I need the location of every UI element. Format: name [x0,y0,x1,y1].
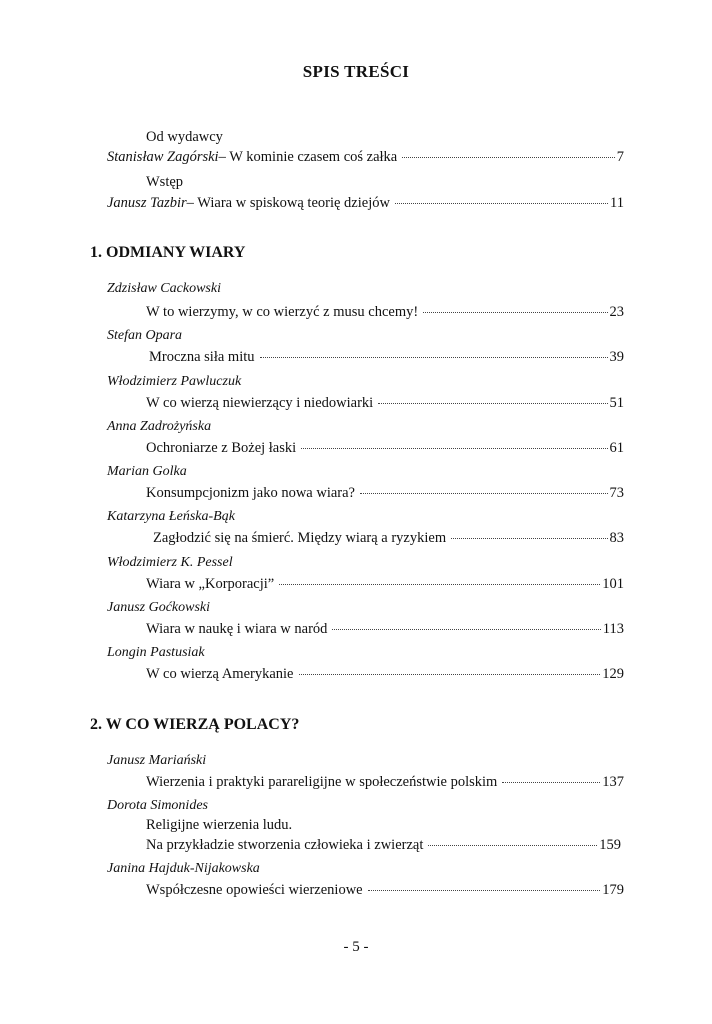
toc-entry-intro[interactable] [107,195,624,212]
toc-entry[interactable] [153,530,624,547]
toc-entry[interactable] [146,395,624,412]
leader-dots [378,403,607,404]
toc-title: Zagłodzić się na śmierć. Między wiarą a ryzykiem [153,530,447,546]
toc-author: Anna Zadrożyńska [107,419,212,434]
toc-author: Włodzimierz Pawluczuk [107,374,242,389]
toc-title: Wiara w naukę i wiara w naród [146,621,328,637]
toc-entry[interactable] [146,882,624,899]
section-heading-1: 1. ODMIANY WIARY [90,244,246,261]
toc-page: 61 [609,440,624,456]
leader-dots [428,845,597,846]
toc-title: – Wiara w spiskową teorię dziejów [186,195,390,211]
toc-title: Współczesne opowieści wierzeniowe [146,882,363,898]
toc-entry[interactable] [146,440,624,457]
leader-dots [332,629,600,630]
toc-page: 39 [609,349,624,365]
toc-author: Zdzisław Cackowski [107,281,221,296]
toc-entry[interactable] [146,666,624,683]
toc-entry-publisher[interactable] [107,149,624,166]
toc-author: Janina Hajduk-Nijakowska [107,861,260,876]
toc-page: 11 [610,195,624,211]
leader-dots [402,157,615,158]
toc-author: Janusz Mariański [107,753,207,768]
toc-page: 83 [609,530,624,546]
toc-page: 7 [616,149,624,165]
toc-entry[interactable] [146,576,624,593]
toc-page: 113 [602,621,624,637]
leader-dots [301,448,607,449]
toc-page: 129 [602,666,624,682]
leader-dots [299,674,601,675]
leader-dots [502,782,600,783]
toc-page: 179 [602,882,624,898]
leader-dots [451,538,607,539]
toc-page: 73 [609,485,624,501]
toc-author: Dorota Simonides [107,798,208,813]
page-number: - 5 - [343,939,369,955]
toc-entry[interactable] [146,621,624,638]
toc-title: Na przykładzie stworzenia człowieka i zwierząt [146,837,424,853]
toc-author: Janusz Tazbir [107,195,187,211]
toc-author: Stanisław Zagórski [107,149,219,165]
toc-title: Wiara w „Korporacji” [146,576,275,592]
leader-dots [260,357,608,358]
toc-author: Janusz Goćkowski [107,600,211,615]
toc-author: Włodzimierz K. Pessel [107,555,233,570]
toc-entry[interactable] [146,485,624,502]
toc-author: Stefan Opara [107,328,183,343]
leader-dots [360,493,608,494]
toc-entry[interactable] [146,837,621,854]
toc-page: 101 [602,576,624,592]
section-heading-2: 2. W CO WIERZĄ POLACY? [90,716,300,733]
toc-entry[interactable] [146,304,624,321]
toc-entry[interactable] [146,774,624,791]
toc-page: 137 [602,774,624,790]
publisher-note-label: Od wydawcy [146,129,223,145]
toc-page: 51 [609,395,624,411]
toc-title: Ochroniarze z Bożej łaski [146,440,297,456]
leader-dots [395,203,608,204]
toc-title: Mroczna siła mitu [149,349,255,365]
toc-page: 23 [609,304,624,320]
toc-title-line: Religijne wierzenia ludu. [146,817,293,833]
toc-title: Wierzenia i praktyki parareligijne w społeczeństwie polskim [146,774,498,790]
toc-author: Longin Pastusiak [107,645,205,660]
leader-dots [279,584,600,585]
toc-title: – W kominie czasem coś załka [218,149,398,165]
toc-title: W co wierzą niewierzący i niedowiarki [146,395,374,411]
toc-title: W to wierzymy, w co wierzyć z musu chcemy! [146,304,419,320]
intro-label: Wstęp [146,174,184,190]
toc-title: Konsumpcjonizm jako nowa wiara? [146,485,355,501]
leader-dots [423,312,607,313]
toc-author: Marian Golka [107,464,187,479]
toc-entry[interactable] [149,349,624,366]
toc-author: Katarzyna Łeńska-Bąk [107,509,235,524]
toc-page: 159 [599,837,621,853]
page-title: SPIS TREŚCI [302,62,410,81]
toc-title: W co wierzą Amerykanie [146,666,294,682]
leader-dots [368,890,601,891]
